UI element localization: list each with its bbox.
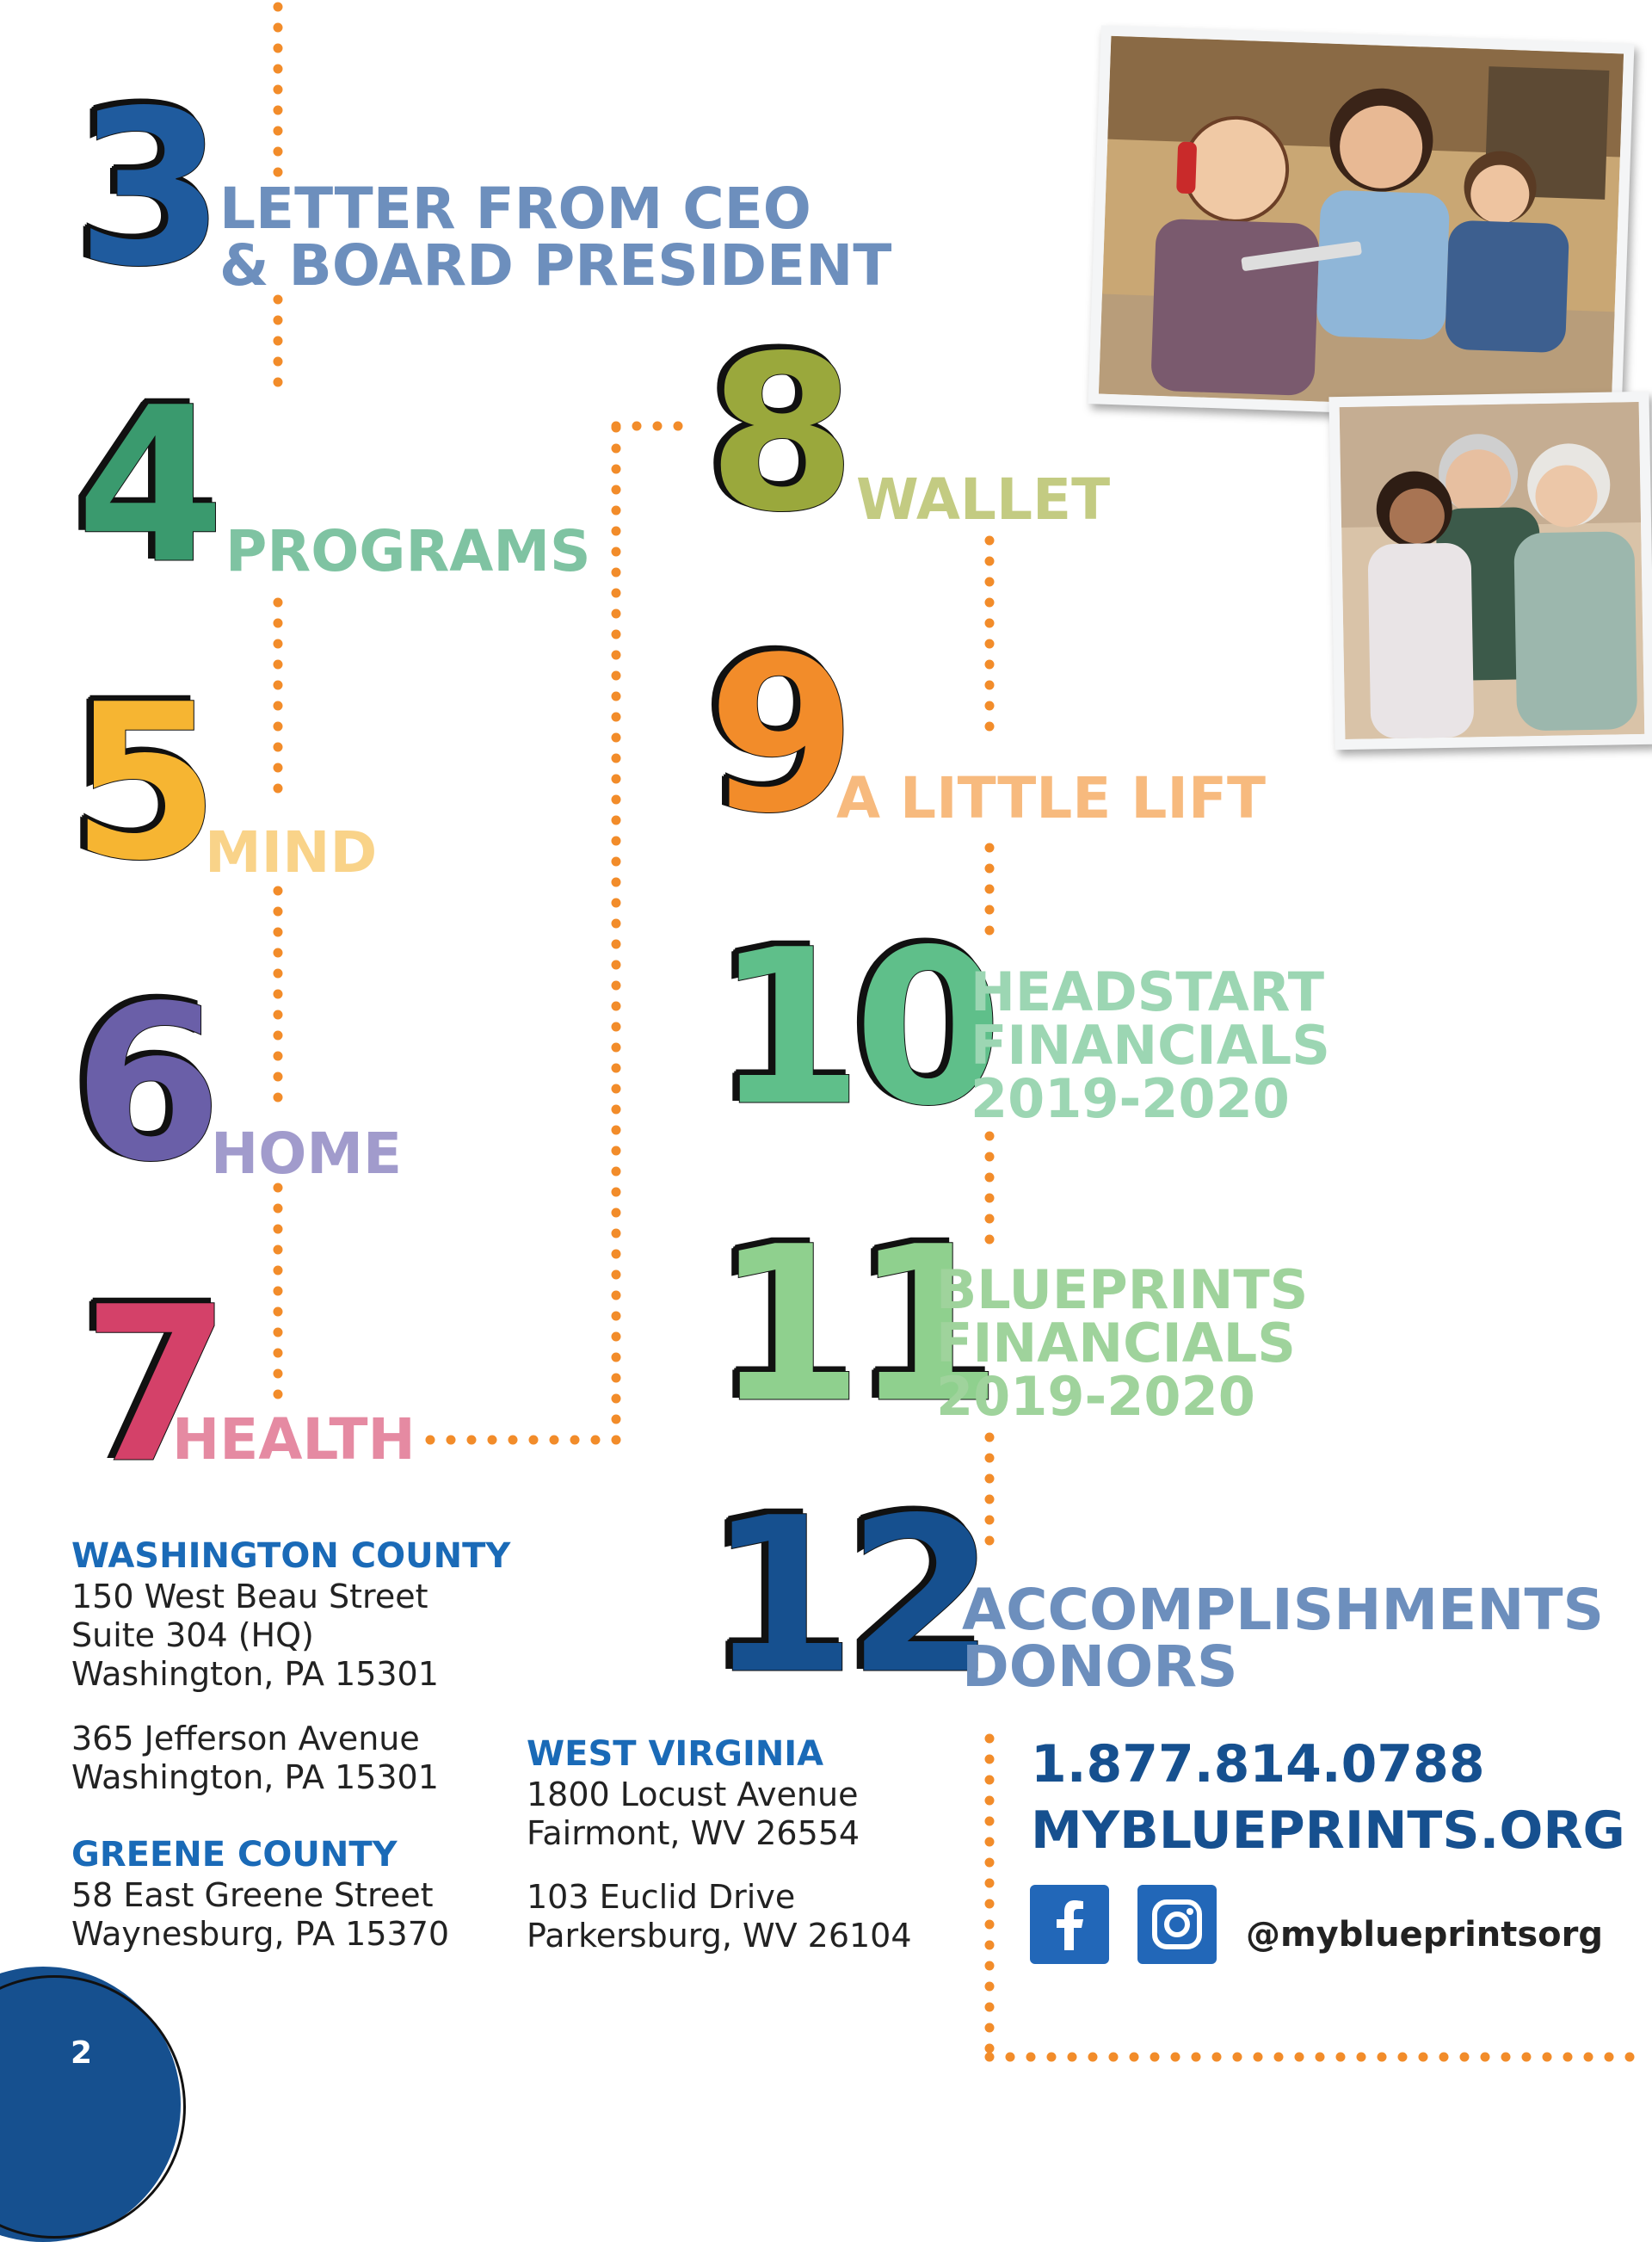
washington-county-heading: WASHINGTON COUNTY [71, 1536, 511, 1576]
toc-number-9: 9 [707, 610, 847, 861]
toc-label-line: 2019-2020 [936, 1365, 1255, 1428]
toc-label-line: ACCOMPLISHMENTS [962, 1577, 1605, 1643]
toc-number-12: 12 [707, 1471, 986, 1721]
toc-label-line: DONORS [962, 1634, 1238, 1700]
address-line: 150 West Beau Street [71, 1578, 428, 1615]
page-number: 2 [71, 2035, 93, 2071]
toc-label-programs[interactable] [225, 518, 591, 584]
toc-number-4: 4 [76, 361, 215, 611]
instagram-icon [1137, 1885, 1217, 1964]
west-virginia-heading: WEST VIRGINIA [527, 1734, 824, 1774]
toc-label-line: FINANCIALS [971, 1014, 1330, 1077]
washington-address-hq [71, 1578, 439, 1694]
address-line: 365 Jefferson Avenue [71, 1720, 420, 1757]
address-line: Parkersburg, WV 26104 [527, 1917, 912, 1955]
phone-number[interactable]: 1.877.814.0788 [1031, 1734, 1485, 1794]
toc-number-7: 7 [82, 1260, 221, 1510]
toc-number-5: 5 [71, 658, 210, 908]
toc-label-accomplishments[interactable] [962, 1577, 1605, 1700]
family-photo-top [1088, 25, 1635, 422]
toc-label-line: BLUEPRINTS [936, 1258, 1309, 1321]
address-line: Fairmont, WV 26554 [527, 1814, 860, 1852]
west-virginia-address-parkersburg [527, 1878, 912, 1955]
toc-label-blueprints[interactable] [936, 1258, 1309, 1428]
toc-label-line: LETTER FROM CEO [219, 176, 811, 242]
toc-label-line: WALLET [856, 466, 1111, 533]
toc-label-wallet[interactable] [856, 466, 1111, 533]
grandparents-photo [1328, 392, 1652, 750]
toc-label-line: FINANCIALS [936, 1312, 1296, 1374]
toc-number-10: 10 [714, 903, 993, 1153]
toc-number-11: 11 [714, 1200, 993, 1450]
address-line: Suite 304 (HQ) [71, 1616, 314, 1654]
toc-label-home[interactable] [211, 1121, 403, 1187]
facebook-icon [1030, 1885, 1109, 1964]
toc-label-line: A LITTLE LIFT [836, 765, 1267, 831]
toc-label-line: MIND [205, 819, 378, 886]
toc-label-line: HEADSTART [971, 960, 1325, 1023]
family-photo-image [1099, 36, 1624, 412]
toc-number-6: 6 [73, 959, 213, 1209]
toc-label-line: HEALTH [172, 1406, 416, 1473]
toc-label-line: HOME [211, 1121, 403, 1187]
social-handle[interactable]: @myblueprintsorg [1246, 1915, 1604, 1955]
instagram-button[interactable] [1137, 1885, 1217, 1964]
address-line: Washington, PA 15301 [71, 1758, 439, 1796]
toc-label-health[interactable] [172, 1406, 416, 1473]
toc-number-3: 3 [76, 64, 215, 314]
website-link[interactable]: MYBLUEPRINTS.ORG [1031, 1800, 1625, 1861]
address-line: 1800 Locust Avenue [527, 1776, 859, 1813]
toc-label-mind[interactable] [205, 819, 378, 886]
washington-address-jefferson [71, 1720, 439, 1797]
address-line: 58 East Greene Street [71, 1876, 434, 1914]
facebook-button[interactable] [1030, 1885, 1109, 1964]
toc-label-line: PROGRAMS [225, 518, 591, 584]
toc-label-letter[interactable] [219, 176, 892, 299]
west-virginia-address-fairmont [527, 1776, 860, 1853]
greene-address [71, 1876, 449, 1954]
address-line: Washington, PA 15301 [71, 1655, 439, 1693]
toc-number-8: 8 [707, 309, 847, 559]
toc-label-little-lift[interactable] [836, 765, 1267, 831]
address-line: Waynesburg, PA 15370 [71, 1915, 450, 1953]
grandparents-photo-image [1340, 402, 1645, 739]
address-line: 103 Euclid Drive [527, 1878, 796, 1916]
toc-label-headstart[interactable] [971, 960, 1330, 1130]
greene-county-heading: GREENE COUNTY [71, 1835, 398, 1875]
toc-label-line: & BOARD PRESIDENT [219, 232, 892, 299]
toc-label-line: 2019-2020 [971, 1067, 1290, 1130]
